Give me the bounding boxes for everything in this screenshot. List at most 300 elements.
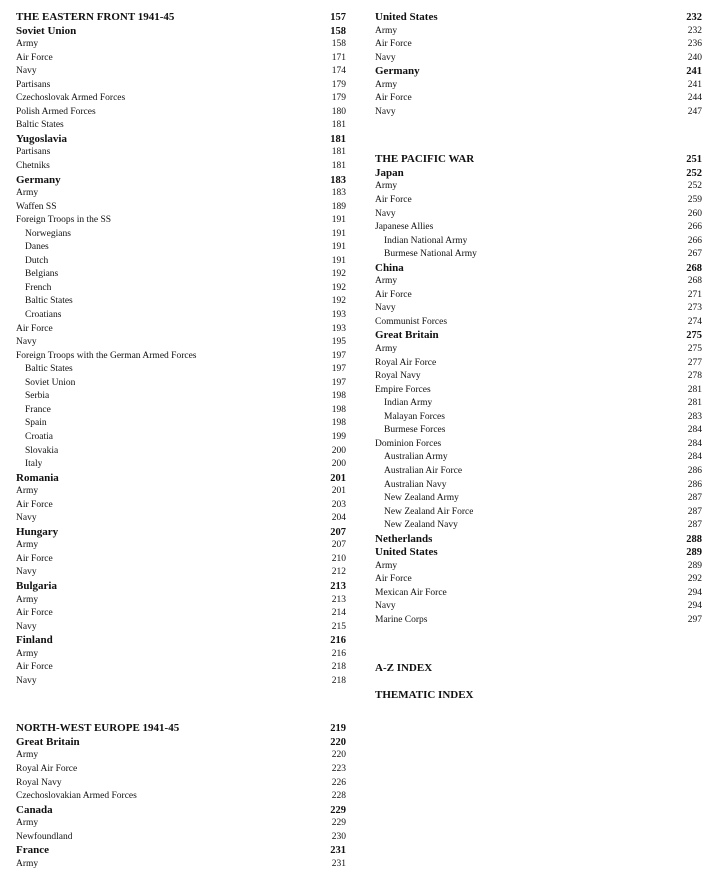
toc-entry[interactable] [375, 92, 702, 106]
toc-entry-title: Baltic States [25, 296, 73, 307]
toc-entry-title: THE PACIFIC WAR [375, 153, 475, 166]
toc-page-number: 278 [687, 371, 702, 382]
toc-entry-title: Navy [375, 208, 396, 219]
toc-country-heading[interactable] [16, 736, 346, 750]
toc-entry-title: Croatians [25, 310, 62, 321]
toc-country-heading[interactable] [375, 11, 702, 25]
toc-country-heading[interactable] [16, 580, 346, 594]
toc-page-number: 201 [331, 486, 346, 497]
toc-page-number: 294 [687, 601, 702, 612]
toc-country-heading[interactable] [16, 25, 346, 39]
toc-entry-title: Yugoslavia [16, 132, 67, 145]
toc-page-number: 191 [331, 228, 346, 239]
toc-entry-title: Great Britain [16, 735, 80, 748]
toc-page-number: 207 [330, 526, 346, 538]
toc-entry-title: Germany [16, 173, 61, 186]
toc-entry[interactable] [375, 357, 702, 371]
toc-country-heading[interactable] [16, 804, 346, 818]
toc-entry[interactable] [16, 790, 346, 804]
toc-page-number: 174 [331, 66, 346, 77]
toc-entry-title: Communist Forces [375, 316, 448, 327]
toc-entry[interactable] [16, 350, 346, 364]
toc-page-number: 216 [330, 635, 346, 647]
toc-entry[interactable] [16, 38, 346, 52]
toc-page-number: 268 [686, 262, 702, 274]
toc-entry-title: Army [16, 39, 39, 50]
toc-entry-title: Army [375, 79, 398, 90]
toc-entry-title: Foreign Troops in the SS [16, 215, 112, 226]
toc-entry[interactable] [375, 302, 702, 316]
toc-entry[interactable] [375, 25, 702, 39]
toc-right-column [375, 11, 702, 702]
toc-entry-title: Army [16, 750, 39, 761]
toc-page-number: 241 [687, 79, 702, 90]
section-spacer [375, 628, 702, 662]
toc-page-number: 181 [331, 161, 346, 172]
toc-page-number: 286 [687, 479, 702, 490]
toc-left-column [16, 11, 346, 871]
toc-page-number: 275 [686, 330, 702, 342]
toc-page-number: 230 [331, 831, 346, 842]
toc-entry[interactable] [16, 621, 346, 635]
toc-entry-title: Japan [375, 166, 404, 179]
toc-entry-title: New Zealand Navy [384, 520, 458, 531]
toc-entry-title: Dutch [25, 255, 49, 266]
toc-entry-title: New Zealand Air Force [384, 506, 474, 517]
toc-entry-title: Army [16, 540, 39, 551]
toc-part-heading[interactable] [16, 11, 346, 25]
toc-entry-title: France [16, 844, 49, 857]
toc-entry[interactable] [375, 275, 702, 289]
toc-entry-title: Great Britain [375, 329, 439, 342]
toc-entry[interactable] [16, 512, 346, 526]
toc-page-number: 203 [331, 499, 346, 510]
toc-page-number: 284 [687, 425, 702, 436]
toc-entry[interactable] [16, 485, 346, 499]
toc-page-number: 236 [687, 39, 702, 50]
toc-page-number: 197 [331, 364, 346, 375]
toc-page-number: 171 [331, 52, 346, 63]
toc-page-number: 247 [687, 106, 702, 117]
toc-entry[interactable] [375, 52, 702, 66]
section-spacer [375, 675, 702, 689]
toc-part-heading[interactable] [375, 153, 702, 167]
toc-page-number: 241 [686, 66, 702, 78]
toc-entry-title: China [375, 261, 404, 274]
toc-entry-title: Army [16, 818, 39, 829]
toc-entry-title: Newfoundland [16, 831, 73, 842]
toc-country-heading[interactable] [16, 472, 346, 486]
toc-page-number: 289 [686, 547, 702, 559]
toc-entry-title: Army [375, 181, 398, 192]
toc-entry-title: Partisans [16, 79, 51, 90]
toc-entry[interactable] [375, 560, 702, 574]
toc-part-heading[interactable] [16, 722, 346, 736]
toc-entry[interactable] [375, 587, 702, 601]
toc-entry-title: Royal Navy [16, 777, 62, 788]
section-spacer [375, 119, 702, 153]
toc-page-number: 191 [331, 255, 346, 266]
toc-page-number: 158 [331, 39, 346, 50]
toc-page-number: 251 [686, 154, 702, 166]
toc-page-number: 281 [687, 384, 702, 395]
toc-page-number: 192 [331, 269, 346, 280]
toc-entry-title: Germany [375, 65, 420, 78]
toc-entry-title: Army [16, 594, 39, 605]
toc-entry-title: Baltic States [16, 120, 64, 131]
toc-entry[interactable] [16, 404, 346, 418]
toc-page-number: 214 [331, 608, 346, 619]
toc-page-number: 252 [687, 181, 702, 192]
toc-page-number: 289 [687, 560, 702, 571]
toc-entry-title: Marine Corps [375, 614, 428, 625]
toc-entry[interactable] [375, 106, 702, 120]
toc-entry-title: Air Force [375, 93, 412, 104]
toc-entry[interactable] [16, 363, 346, 377]
toc-page-number: 191 [331, 242, 346, 253]
toc-page-number: 216 [331, 648, 346, 659]
toc-page-number: 287 [687, 520, 702, 531]
toc-entry[interactable] [375, 79, 702, 93]
toc-entry[interactable] [16, 214, 346, 228]
toc-country-heading[interactable] [375, 262, 702, 276]
toc-entry-title: Czechoslovak Armed Forces [16, 93, 126, 104]
toc-country-heading[interactable] [16, 634, 346, 648]
toc-entry-title: Royal Air Force [375, 357, 437, 368]
toc-country-heading[interactable] [375, 533, 702, 547]
toc-entry-title: Navy [16, 621, 37, 632]
toc-entry-title: Australian Army [384, 452, 448, 463]
toc-entry-title: Air Force [16, 52, 53, 63]
toc-entry[interactable] [375, 519, 702, 533]
toc-entry-title: Air Force [375, 195, 412, 206]
toc-entry[interactable] [16, 499, 346, 513]
toc-country-heading[interactable] [16, 174, 346, 188]
toc-page-number: 281 [687, 398, 702, 409]
toc-page-number: 213 [330, 580, 346, 592]
toc-entry-title: Polish Armed Forces [16, 106, 96, 117]
toc-entry[interactable] [375, 384, 702, 398]
toc-country-heading[interactable] [375, 329, 702, 343]
toc-page-number: 275 [687, 344, 702, 355]
toc-page-number: 201 [330, 472, 346, 484]
toc-entry-title: Navy [16, 567, 37, 578]
toc-entry-title: Army [375, 25, 398, 36]
toc-entry[interactable] [375, 38, 702, 52]
toc-page-number: 198 [331, 404, 346, 415]
toc-page-number: 197 [331, 377, 346, 388]
toc-entry-title: A-Z INDEX [375, 661, 433, 674]
toc-entry[interactable] [16, 255, 346, 269]
toc-entry[interactable] [16, 553, 346, 567]
toc-entry-title: THE EASTERN FRONT 1941-45 [16, 11, 175, 23]
toc-entry[interactable] [375, 289, 702, 303]
toc-entry[interactable] [375, 492, 702, 506]
toc-entry[interactable] [375, 438, 702, 452]
toc-entry[interactable] [16, 675, 346, 689]
toc-entry[interactable] [375, 465, 702, 479]
toc-page-number: 286 [687, 465, 702, 476]
toc-entry-title: NORTH-WEST EUROPE 1941-45 [16, 722, 180, 735]
toc-entry-title: Italy [25, 459, 43, 470]
toc-page-number: 198 [331, 391, 346, 402]
toc-page-number: 271 [687, 289, 702, 300]
toc-page-number: 180 [331, 106, 346, 117]
toc-entry[interactable] [16, 268, 346, 282]
toc-entry-title: Army [16, 486, 39, 497]
toc-entry[interactable] [16, 390, 346, 404]
toc-entry-title: Navy [16, 675, 37, 686]
toc-entry[interactable] [16, 282, 346, 296]
toc-page-number: 218 [331, 662, 346, 673]
toc-entry-title: Navy [375, 52, 396, 63]
toc-entry[interactable] [375, 180, 702, 194]
toc-entry[interactable] [16, 417, 346, 431]
toc-entry-title: Navy [375, 106, 396, 117]
toc-entry[interactable] [375, 506, 702, 520]
toc-entry[interactable] [16, 831, 346, 845]
toc-page-number: 195 [331, 337, 346, 348]
toc-page-number: 228 [331, 791, 346, 802]
toc-entry-title: Malayan Forces [384, 411, 445, 422]
toc-entry[interactable] [16, 858, 346, 872]
toc-entry-title: Croatia [25, 431, 53, 442]
toc-entry[interactable] [375, 370, 702, 384]
toc-entry-title: France [25, 404, 51, 415]
toc-entry-title: Spain [25, 418, 47, 429]
toc-entry-title: Navy [375, 303, 396, 314]
toc-entry-title: French [25, 282, 52, 293]
toc-page-number: 277 [687, 357, 702, 368]
toc-entry-title: Army [375, 344, 398, 355]
toc-page-number: 181 [331, 120, 346, 131]
toc-entry-title: Slovakia [25, 445, 59, 456]
toc-page-number: 179 [331, 93, 346, 104]
toc-entry-title: Mexican Air Force [375, 587, 447, 598]
toc-page-number: 266 [687, 222, 702, 233]
toc-entry[interactable] [16, 228, 346, 242]
toc-entry[interactable] [16, 323, 346, 337]
toc-entry[interactable] [375, 451, 702, 465]
toc-entry-title: Romania [16, 471, 59, 484]
toc-entry[interactable] [375, 600, 702, 614]
toc-entry-title: Army [375, 560, 398, 571]
toc-part-heading[interactable] [375, 662, 702, 676]
toc-page-number: 223 [331, 763, 346, 774]
toc-entry[interactable] [16, 79, 346, 93]
toc-entry-title: Army [375, 276, 398, 287]
toc-entry[interactable] [375, 614, 702, 628]
toc-page-number: 218 [331, 675, 346, 686]
toc-entry-title: Air Force [375, 289, 412, 300]
toc-entry-title: Waffen SS [16, 201, 57, 212]
toc-entry-title: Air Force [16, 323, 53, 334]
toc-page-number: 192 [331, 296, 346, 307]
toc-entry[interactable] [375, 397, 702, 411]
toc-page-number: 284 [687, 452, 702, 463]
toc-entry[interactable] [16, 336, 346, 350]
toc-page-number: 240 [687, 52, 702, 63]
toc-page-number: 179 [331, 79, 346, 90]
toc-entry-title: Baltic States [25, 364, 73, 375]
toc-entry-title: Army [16, 858, 39, 869]
toc-entry-title: Partisans [16, 147, 51, 158]
toc-page-number: 199 [331, 431, 346, 442]
toc-entry-title: Chetniks [16, 161, 50, 172]
toc-entry-title: Navy [16, 513, 37, 524]
toc-entry-title: Danes [25, 242, 49, 253]
toc-page-number: 292 [687, 574, 702, 585]
toc-entry[interactable] [16, 52, 346, 66]
toc-entry[interactable] [16, 661, 346, 675]
toc-entry[interactable] [16, 92, 346, 106]
toc-entry-title: Australian Navy [384, 479, 447, 490]
toc-entry-title: Foreign Troops with the German Armed Forces [16, 350, 197, 361]
toc-country-heading[interactable] [16, 526, 346, 540]
toc-entry-title: Dominion Forces [375, 438, 442, 449]
toc-page-number: 244 [687, 93, 702, 104]
toc-entry[interactable] [375, 316, 702, 330]
toc-entry[interactable] [16, 119, 346, 133]
toc-entry[interactable] [16, 201, 346, 215]
toc-entry-title: Finland [16, 634, 53, 647]
toc-entry[interactable] [16, 594, 346, 608]
toc-entry[interactable] [375, 411, 702, 425]
toc-part-heading[interactable] [375, 689, 702, 703]
toc-entry-title: Soviet Union [16, 24, 77, 37]
toc-entry[interactable] [375, 194, 702, 208]
toc-entry[interactable] [16, 187, 346, 201]
toc-entry[interactable] [16, 377, 346, 391]
toc-entry[interactable] [375, 208, 702, 222]
toc-page-number: 297 [687, 614, 702, 625]
toc-entry-title: Belgians [25, 269, 59, 280]
toc-page-number: 157 [330, 12, 346, 23]
toc-page-number: 183 [331, 188, 346, 199]
toc-page-number: 232 [686, 12, 702, 23]
toc-entry-title: Burmese Forces [384, 425, 446, 436]
toc-entry[interactable] [16, 146, 346, 160]
toc-entry-title: Soviet Union [25, 377, 76, 388]
toc-entry[interactable] [16, 777, 346, 791]
toc-entry[interactable] [375, 221, 702, 235]
toc-page-number: 287 [687, 506, 702, 517]
toc-page-number: 284 [687, 438, 702, 449]
toc-entry[interactable] [16, 309, 346, 323]
toc-page-number: 210 [331, 553, 346, 564]
toc-entry-title: Hungary [16, 525, 59, 538]
toc-entry[interactable] [16, 749, 346, 763]
toc-entry[interactable] [16, 458, 346, 472]
toc-page-number: 283 [687, 411, 702, 422]
toc-page-number: 229 [331, 818, 346, 829]
toc-country-heading[interactable] [16, 133, 346, 147]
toc-entry[interactable] [16, 607, 346, 621]
toc-entry[interactable] [375, 479, 702, 493]
toc-entry-title: THEMATIC INDEX [375, 688, 474, 701]
toc-entry[interactable] [375, 248, 702, 262]
toc-entry[interactable] [16, 431, 346, 445]
toc-entry-title: Air Force [375, 574, 412, 585]
toc-entry[interactable] [16, 648, 346, 662]
toc-page-number: 181 [330, 133, 346, 145]
toc-entry-title: Australian Air Force [384, 465, 463, 476]
toc-entry-title: Navy [16, 337, 37, 348]
toc-page-number: 197 [331, 350, 346, 361]
toc-entry[interactable] [16, 445, 346, 459]
toc-entry[interactable] [375, 343, 702, 357]
toc-page-number: 198 [331, 418, 346, 429]
toc-page-number: 193 [331, 310, 346, 321]
toc-page-number: 268 [687, 276, 702, 287]
toc-page-number: 288 [686, 533, 702, 545]
toc-entry-title: Burmese National Army [384, 249, 477, 260]
toc-entry-title: Army [16, 188, 39, 199]
toc-entry[interactable] [16, 817, 346, 831]
toc-page-number: 207 [331, 540, 346, 551]
toc-entry[interactable] [375, 424, 702, 438]
toc-page-number: 192 [331, 282, 346, 293]
toc-entry-title: Royal Air Force [16, 763, 78, 774]
toc-entry-title: Royal Navy [375, 371, 421, 382]
section-spacer [16, 688, 346, 722]
toc-entry[interactable] [375, 235, 702, 249]
toc-entry-title: Navy [375, 601, 396, 612]
toc-entry-title: Serbia [25, 391, 50, 402]
toc-page-number: 266 [687, 235, 702, 246]
toc-entry-title: Air Force [375, 39, 412, 50]
toc-entry[interactable] [375, 573, 702, 587]
toc-entry-title: Air Force [16, 608, 53, 619]
toc-page-number: 226 [331, 777, 346, 788]
toc-page-number: 181 [331, 147, 346, 158]
toc-page-number: 252 [686, 167, 702, 179]
toc-country-heading[interactable] [375, 65, 702, 79]
toc-entry[interactable] [16, 241, 346, 255]
toc-page-number: 191 [331, 215, 346, 226]
toc-page-number: 219 [330, 723, 346, 735]
toc-entry-title: New Zealand Army [384, 493, 459, 504]
toc-page-number: 231 [331, 858, 346, 869]
toc-country-heading[interactable] [375, 546, 702, 560]
toc-page-number: 259 [687, 195, 702, 206]
toc-entry-title: Japanese Allies [375, 222, 434, 233]
toc-page-number: 213 [331, 594, 346, 605]
toc-entry[interactable] [16, 539, 346, 553]
toc-entry[interactable] [16, 566, 346, 580]
toc-page-number: 200 [331, 459, 346, 470]
toc-entry-title: Czechoslovakian Armed Forces [16, 791, 137, 802]
toc-entry[interactable] [16, 295, 346, 309]
toc-page-number: 200 [331, 445, 346, 456]
toc-entry-title: Indian National Army [384, 235, 468, 246]
toc-page-number: 183 [330, 174, 346, 186]
toc-page-number: 189 [331, 201, 346, 212]
toc-entry-title: Canada [16, 803, 53, 816]
toc-page-number: 260 [687, 208, 702, 219]
toc-page-number: 232 [687, 25, 702, 36]
toc-entry[interactable] [16, 65, 346, 79]
toc-entry[interactable] [16, 160, 346, 174]
toc-page-number: 204 [331, 513, 346, 524]
toc-country-heading[interactable] [16, 844, 346, 858]
toc-entry[interactable] [16, 763, 346, 777]
toc-entry-title: Navy [16, 66, 37, 77]
toc-entry-title: Air Force [16, 499, 53, 510]
toc-page-number: 231 [330, 845, 346, 857]
toc-entry[interactable] [16, 106, 346, 120]
toc-country-heading[interactable] [375, 167, 702, 181]
